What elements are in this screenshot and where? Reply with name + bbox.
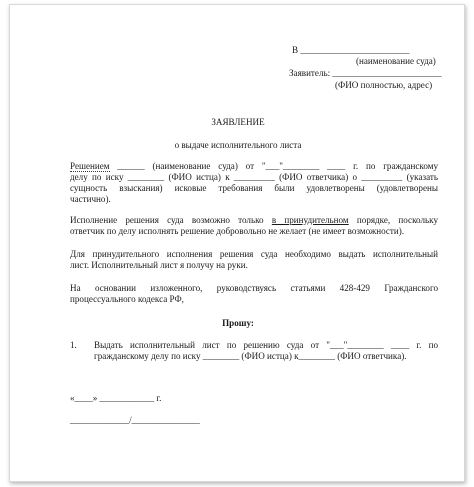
paragraph2-line2: ответчик по делу исполнять решение добровольно не желает (не имеет возможности). — [70, 226, 405, 236]
document-title: ЗАЯВЛЕНИЕ — [211, 117, 265, 127]
document-page — [9, 4, 465, 482]
paragraph3-line1: Для принудительного исполнения решения суда необходимо выдать исполнительный — [70, 249, 438, 259]
paragraph2-emphasis: в принудительном — [271, 215, 349, 225]
paragraph2-line1-start: Исполнение решения суда возможно только — [70, 215, 264, 225]
signature-date: «____» ____________ г. — [70, 393, 162, 403]
applicant-line: Заявитель: ________________________ — [289, 68, 442, 78]
paragraph-court-decision — [70, 161, 438, 205]
paragraph3-line2: лист. Исполнительный лист я получу на руки. — [70, 260, 248, 270]
request-heading: Прошу: — [222, 318, 254, 328]
applicant-hint: (ФИО полностью, адрес) — [335, 80, 433, 90]
signature-line: _____________/_______________ — [70, 415, 200, 425]
document-subtitle: о выдаче исполнительного листа — [174, 140, 302, 150]
paragraph1-line1: ______ (наименование суда) от "___"________ ____ г. по гражданскому — [117, 161, 438, 171]
paragraph4-line1: На основании изложенного, руководствуясь статьями 428-429 Гражданского — [70, 283, 438, 293]
paragraph-legal-basis — [70, 283, 438, 305]
paragraph-enforcement — [70, 215, 438, 237]
decision-word: Решением — [70, 161, 110, 171]
request-item — [94, 340, 438, 362]
request-item-number: 1. — [70, 340, 77, 350]
paragraph1-line3: сущность взыскания) исковые требования были удовлетворены (удовлетворены — [70, 183, 438, 193]
court-line: В ________________________ — [292, 45, 410, 55]
paragraph1-line2: делу по иску ________ (ФИО истца) к _________ (ФИО ответчика) о _________ (указать — [70, 172, 438, 182]
court-hint: (наименование суда) — [356, 56, 436, 66]
paragraph-issue-need — [70, 249, 438, 271]
request-item-line2: гражданскому делу по иску ________ (ФИО истца) к________ (ФИО ответчика). — [94, 351, 407, 361]
paragraph1-line4: частично). — [70, 194, 111, 204]
paragraph4-line2: процессуального кодекса РФ, — [70, 294, 184, 304]
request-item-line1: Выдать исполнительный лист по решению суда от "___"________ ____ г. по — [94, 340, 438, 350]
paragraph2-line1-end: порядке, поскольку — [356, 215, 438, 225]
